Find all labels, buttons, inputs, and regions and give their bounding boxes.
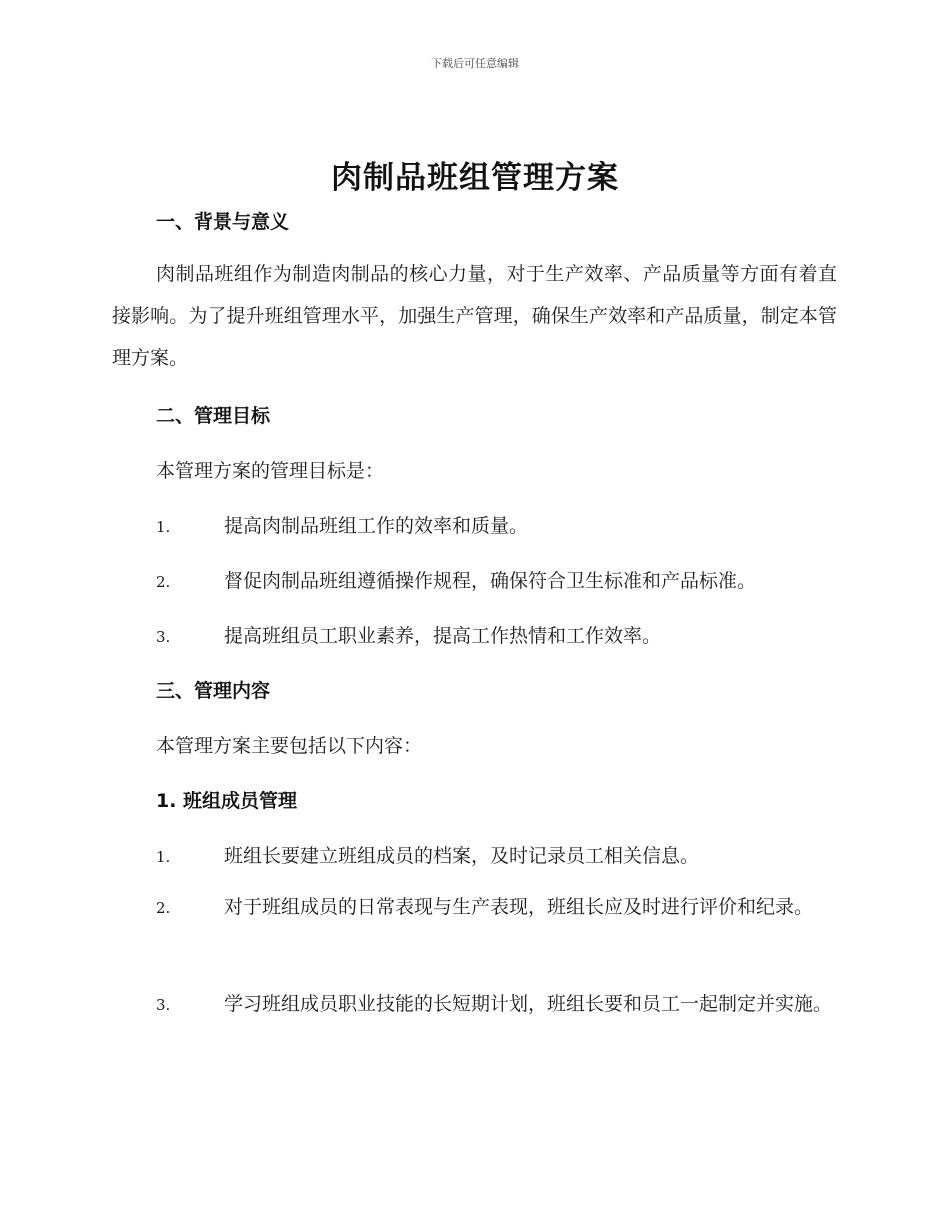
member-item-number: 2. [156,899,171,917]
section-heading-background: 一、背景与意义 [156,211,290,233]
member-item [112,886,837,929]
member-item-number: 3. [156,996,171,1014]
document-title: 肉制品班组管理方案 [331,160,619,196]
goal-item-text: 提高肉制品班组工作的效率和质量。 [224,515,529,537]
background-paragraph: 肉制品班组作为制造肉制品的核心力量，对于生产效率、产品质量等方面有着直接影响。为了提升班组管理水平，加强生产管理，确保生产效率和产品质量，制定本管理方案。 [112,263,837,369]
subsection-heading-member-management: 1. 班组成员管理 [156,790,298,812]
goal-item [156,511,836,538]
goal-item-number: 2. [156,573,171,591]
member-item [156,841,836,868]
goal-item-text: 督促肉制品班组遵循操作规程，确保符合卫生标准和产品标准。 [224,570,757,592]
member-item-text: 对于班组成员的日常表现与生产表现，班组长应及时进行评价和纪录。 [224,896,814,918]
goal-item-number: 3. [156,628,171,646]
goal-item [156,621,836,648]
goal-item [156,566,836,593]
goals-intro: 本管理方案的管理目标是： [156,460,385,482]
section-heading-goals: 二、管理目标 [156,405,271,427]
member-item-number: 1. [156,848,171,866]
page-header-note: 下载后可任意编辑 [431,57,519,70]
member-item-text: 学习班组成员职业技能的长短期计划，班组长要和员工一起制定并实施。 [224,993,833,1015]
member-item-text: 班组长要建立班组成员的档案，及时记录员工相关信息。 [224,845,700,867]
section-heading-content: 三、管理内容 [156,680,271,702]
goal-item-text: 提高班组员工职业素养，提高工作热情和工作效率。 [224,625,662,647]
content-intro: 本管理方案主要包括以下内容： [156,735,423,757]
member-item [112,983,837,1026]
goal-item-number: 1. [156,518,171,536]
